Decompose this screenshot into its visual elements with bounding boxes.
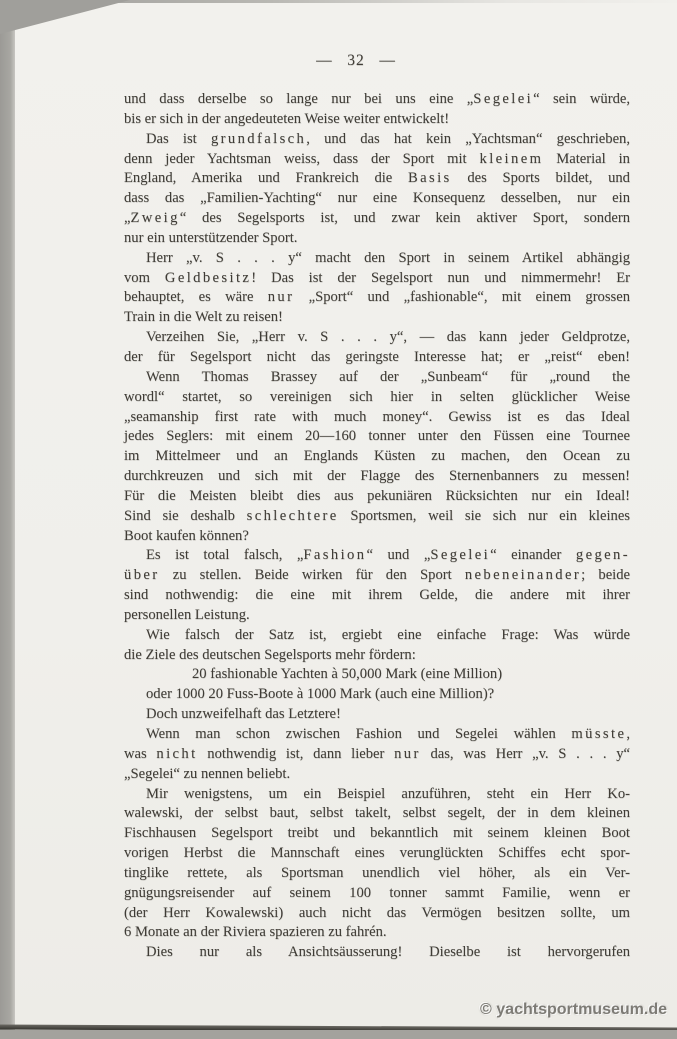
text-segment: vorigen Herbst die Mannschaft eines verunglückten Schiffes echt spor-: [124, 845, 630, 862]
text-segment: Doch unzweifelhaft das Letztere!: [146, 706, 341, 723]
text-line: [124, 665, 630, 685]
text-line: [124, 765, 630, 785]
emphasized-text: Segelei: [473, 91, 534, 107]
text-line: [124, 844, 630, 864]
text-segment: “ sein würde,: [533, 91, 630, 107]
text-line: [124, 229, 630, 249]
text-segment: „seamanship first rate with much money“. Gewiss ist es das Ideal: [124, 408, 630, 425]
text-line: [124, 189, 630, 209]
text-segment: Wenn man schon zwischen Fashion und Segelei wählen: [146, 726, 572, 742]
text-segment: Das ist: [146, 130, 211, 147]
emphasized-text: gegen-: [575, 547, 630, 564]
text-segment: behauptet, es wäre: [124, 289, 268, 306]
text-line: [124, 507, 630, 527]
text-line: [124, 685, 630, 705]
text-segment: der für Segelsport nicht das geringste Interesse hat; er „reist“ eben!: [124, 348, 630, 365]
text-line: [124, 408, 630, 428]
emphasized-text: nebeneinander: [464, 567, 582, 584]
emphasized-text: über: [124, 567, 160, 584]
text-segment: Wie falsch der Satz ist, ergiebt eine einfache Frage: Was würde: [146, 626, 630, 643]
text-block: [124, 90, 630, 963]
text-line: [124, 586, 630, 606]
text-segment: 6 Monate an der Riviera spazieren zu fahrén.: [124, 924, 387, 941]
scanner-background-bottom: [0, 1030, 677, 1039]
text-segment: Dies nur als Ansichtsäusserung! Dieselbe ist hervorgerufen: [146, 944, 630, 961]
text-segment: Für die Meisten bleibt dies aus pekuniären Rücksichten nur ein Ideal!: [124, 487, 630, 504]
text-segment: , und das hat kein „Yachtsman“ geschrieben,: [306, 130, 631, 147]
text-segment: wordl“ startet, so vereinigen sich hier in selten glücklicher Weise: [124, 388, 630, 405]
text-segment: 20 fashionable Yachten à 50,000 Mark (eine Million): [192, 666, 503, 683]
text-segment: die Ziele des deutschen Segelsports mehr fördern:: [124, 646, 416, 663]
text-segment: „: [124, 210, 131, 227]
text-segment: sind nothwendig: die eine mit ihrem Gelde, die andere mit ihrer: [124, 587, 630, 604]
text-segment: Herr „v. S . . . y“ macht den Sport in seinem Artikel abhängig: [146, 249, 630, 266]
emphasized-text: Zweig: [130, 210, 180, 227]
emphasized-text: nur: [267, 289, 295, 306]
text-line: [124, 527, 630, 547]
text-segment: Sportsmen, weil sie sich nur ein kleines: [338, 507, 630, 524]
emphasized-text: Segelei: [430, 547, 491, 564]
emphasized-text: kleinem: [479, 150, 544, 167]
text-segment: Material in: [543, 150, 630, 167]
text-segment: Fischhausen Segelsport treibt und bekanntlich mit seinem kleinen Boot: [124, 825, 630, 842]
text-line: [124, 745, 630, 765]
text-line: [124, 209, 630, 229]
text-line: [124, 308, 630, 328]
text-line: [124, 90, 630, 110]
text-segment: nothwendig ist, dann lieber: [197, 745, 395, 762]
text-segment: jedes Seglers: mit einem 20—160 tonner unter den Füssen eine Tournee: [124, 428, 630, 445]
text-segment: ,: [626, 726, 630, 742]
text-segment: England, Amerika und Frankreich die: [124, 170, 408, 187]
text-segment: bis er sich in der angedeuteten Weise weiter entwickelt!: [124, 110, 450, 127]
text-segment: was: [124, 745, 157, 762]
text-segment: Mir wenigstens, um ein Beispiel anzuführen, steht ein Herr Ko-: [146, 785, 630, 802]
text-line: [124, 130, 630, 150]
text-segment: das, was Herr „v. S . . . y“: [420, 745, 630, 762]
text-segment: Train in die Welt zu reisen!: [124, 309, 283, 326]
text-line: [124, 824, 630, 844]
text-line: [124, 110, 630, 130]
text-line: [124, 249, 630, 269]
text-segment: “ einander: [490, 547, 576, 564]
text-line: [124, 368, 630, 388]
text-line: [124, 705, 630, 725]
text-line: [124, 467, 630, 487]
text-segment: durchkreuzen und sich mit der Flagge des Sternenbanners zu messen!: [124, 468, 630, 485]
emphasized-text: schlechtere: [246, 507, 339, 524]
text-line: [124, 348, 630, 368]
emphasized-text: grundfalsch: [210, 130, 307, 147]
text-segment: tinglike rettete, als Sportsman unendlich viel höher, als ein Ver-: [124, 864, 630, 881]
text-line: [124, 288, 630, 308]
text-line: [124, 169, 630, 189]
text-line: [124, 904, 630, 924]
text-line: [124, 566, 630, 586]
text-segment: denn jeder Yachtsman weiss, dass der Sport mit: [124, 150, 480, 167]
text-line: [124, 269, 630, 289]
text-segment: zu stellen. Beide wirken für den Sport: [159, 567, 465, 584]
text-line: [124, 884, 630, 904]
watermark: © yachtsportmuseum.de: [480, 1001, 667, 1018]
text-line: [124, 785, 630, 805]
text-segment: Boot kaufen können?: [124, 527, 249, 544]
emphasized-text: nicht: [156, 745, 198, 762]
emphasized-text: Basis: [408, 170, 452, 187]
scanner-background-left: [0, 0, 15, 1039]
text-segment: ! Das ist der Segelsport nun und nimmermehr! Er: [251, 269, 631, 286]
emphasized-text: Geldbesitz: [164, 269, 252, 286]
text-line: [124, 328, 630, 348]
text-segment: Verzeihen Sie, „Herr v. S . . . y“, — das kann jeder Geldprotze,: [146, 329, 630, 346]
text-segment: walewski, der selbst baut, selbst takelt, selbst segelt, der in dem kleinen: [124, 805, 630, 822]
text-segment: “ des Segelsports ist, und zwar kein aktiver Sport, sondern: [179, 210, 630, 227]
text-line: [124, 943, 630, 963]
emphasized-text: nur: [394, 745, 421, 762]
text-line: [124, 725, 630, 745]
text-segment: gnügungsreisender auf seinem 100 tonner sammt Familie, wenn er: [124, 884, 630, 901]
text-line: [124, 388, 630, 408]
text-segment: im Mittelmeer und an Englands Küsten zu machen, den Ocean zu: [124, 448, 630, 465]
text-segment: dass das „Familien-Yachting“ nur eine Konsequenz desselben, nur ein: [124, 190, 630, 207]
text-segment: Wenn Thomas Brassey auf der „Sunbeam“ für „round the: [146, 368, 630, 385]
text-line: [124, 804, 630, 824]
text-segment: nur ein unterstützender Sport.: [124, 229, 298, 246]
text-segment: ; beide: [581, 567, 631, 584]
text-line: [124, 626, 630, 646]
text-segment: “ und „: [366, 547, 431, 564]
text-segment: des Sports bildet, und: [451, 170, 630, 187]
text-segment: „Sport“ und „fashionable“, mit einem grossen: [294, 289, 630, 306]
text-segment: personellen Leistung.: [124, 606, 250, 623]
text-segment: „Segelei“ zu nennen beliebt.: [124, 765, 291, 782]
text-line: [124, 606, 630, 626]
text-segment: Sind sie deshalb: [124, 507, 247, 524]
text-segment: und dass derselbe so lange nur bei uns eine „: [124, 91, 474, 107]
text-line: [124, 923, 630, 943]
text-segment: vom: [124, 269, 165, 286]
emphasized-text: Fashion: [303, 547, 367, 564]
text-line: [124, 864, 630, 884]
text-segment: oder 1000 20 Fuss-Boote à 1000 Mark (auch eine Million)?: [146, 686, 495, 703]
text-line: [124, 150, 630, 170]
page-number: — 32 —: [316, 52, 396, 69]
text-line: [124, 646, 630, 666]
text-line: [124, 447, 630, 467]
text-line: [124, 546, 630, 566]
text-line: [124, 487, 630, 507]
text-line: [124, 427, 630, 447]
emphasized-text: müsste: [571, 726, 627, 742]
text-segment: (der Herr Kowalewski) auch nicht das Vermögen besitzen sollte, um: [124, 904, 630, 921]
text-segment: Es ist total falsch, „: [146, 547, 304, 564]
